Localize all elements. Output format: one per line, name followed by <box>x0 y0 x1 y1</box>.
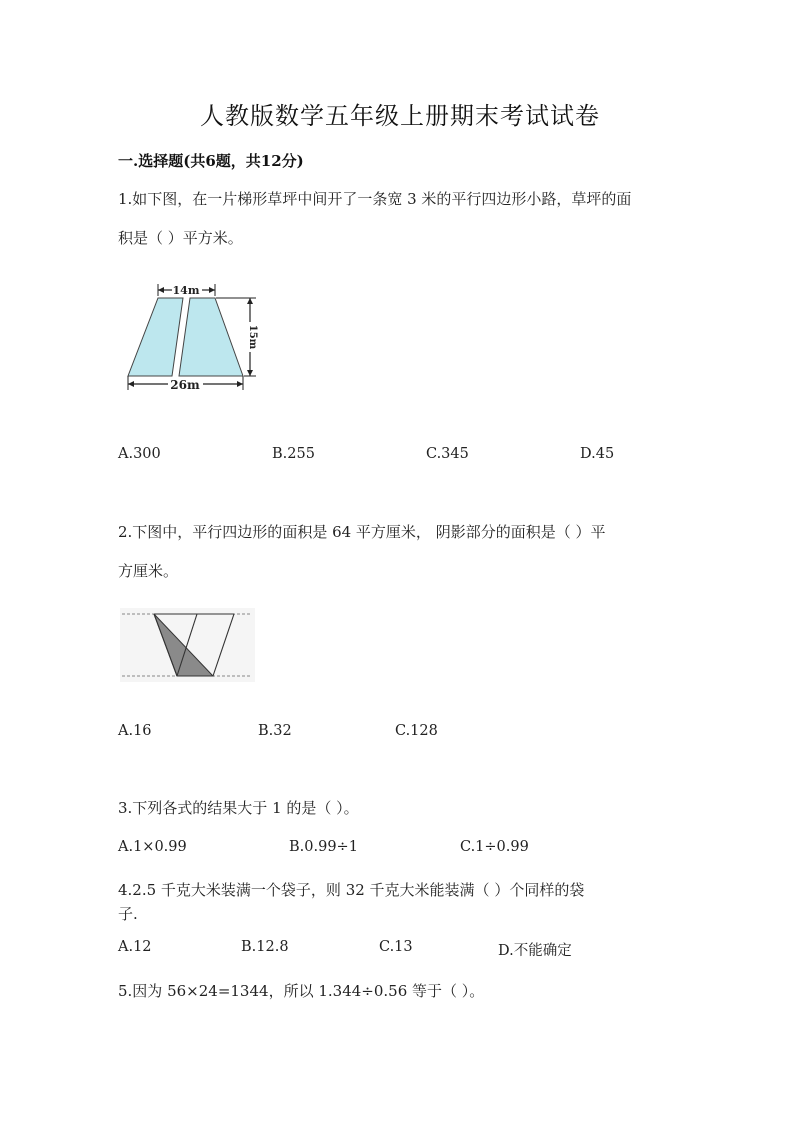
question-4-text: 4.2.5 千克大米装满一个袋子，则 32 千克大米能装满（ ）个同样的袋 <box>118 881 585 899</box>
top-width-label: 14m <box>172 284 200 297</box>
q4-option-a[interactable]: A.12 <box>118 939 152 955</box>
lawn-left-piece <box>128 298 183 376</box>
height-label: 15m <box>247 324 258 350</box>
question-3-text: 3.下列各式的结果大于 1 的是（ ）。 <box>118 799 359 817</box>
page-title: 人教版数学五年级上册期末考试试卷 <box>200 102 600 130</box>
bottom-width-label: 26m <box>170 378 200 392</box>
q1-option-a[interactable]: A.300 <box>118 446 161 462</box>
trapezoid-lawn-figure <box>118 276 268 396</box>
q2-option-a[interactable]: A.16 <box>118 723 152 739</box>
question-1-text-cont: 积是（ ）平方米。 <box>118 229 243 247</box>
q4-option-d[interactable]: D.不能确定 <box>498 943 572 959</box>
q4-option-b[interactable]: B.12.8 <box>241 939 289 955</box>
q4-option-c[interactable]: C.13 <box>379 939 413 955</box>
q2-option-b[interactable]: B.32 <box>258 723 292 739</box>
lawn-right-piece <box>179 298 243 376</box>
q1-option-b[interactable]: B.255 <box>272 446 315 462</box>
parallelogram-figure <box>120 608 255 682</box>
question-2-text-cont: 方厘米。 <box>118 562 179 580</box>
q1-option-d[interactable]: D.45 <box>580 446 615 462</box>
q3-option-b[interactable]: B.0.99÷1 <box>289 839 358 855</box>
question-5-text: 5.因为 56×24=1344，所以 1.344÷0.56 等于（ ）。 <box>118 982 485 1000</box>
section-heading: 一.选择题(共6题，共12分) <box>118 152 304 170</box>
q1-option-c[interactable]: C.345 <box>426 446 469 462</box>
question-1-text: 1.如下图，在一片梯形草坪中间开了一条宽 3 米的平行四边形小路，草坪的面 <box>118 190 632 208</box>
question-2-text: 2.下图中，平行四边形的面积是 64 平方厘米， 阴影部分的面积是（ ）平 <box>118 523 606 541</box>
question-4-text-cont: 子. <box>118 905 138 923</box>
q3-option-c[interactable]: C.1÷0.99 <box>460 839 529 855</box>
q2-option-c[interactable]: C.128 <box>395 723 438 739</box>
q3-option-a[interactable]: A.1×0.99 <box>118 839 187 855</box>
